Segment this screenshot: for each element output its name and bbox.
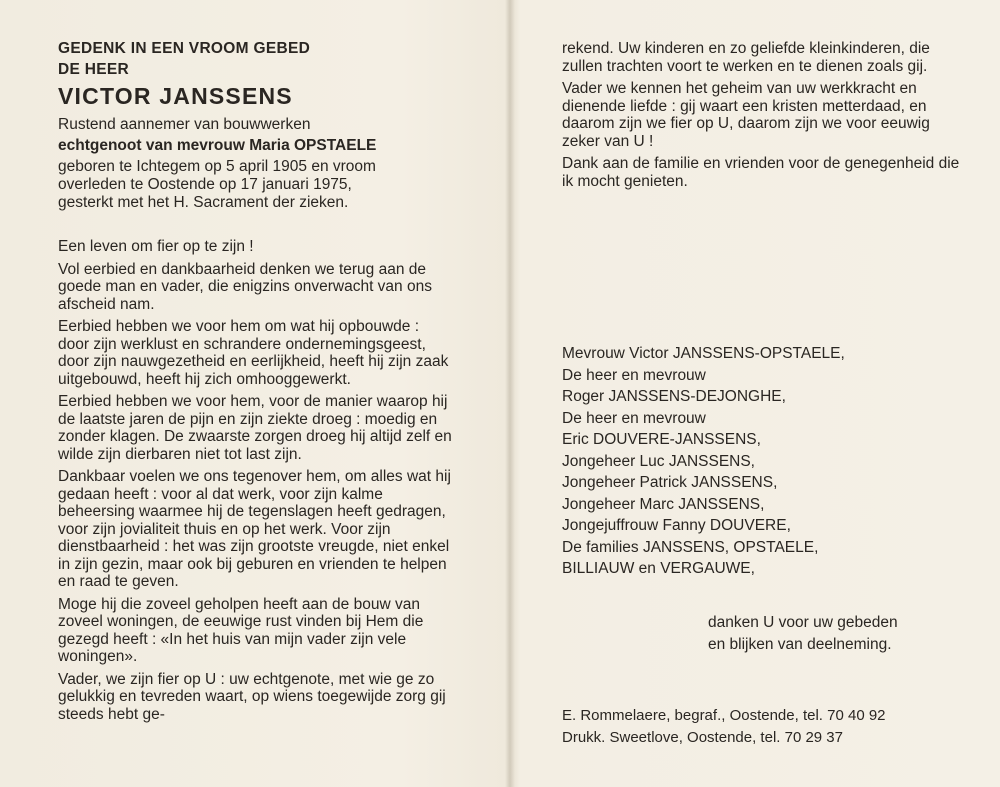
family-entry: De heer en mevrouw	[562, 409, 706, 427]
family-entry: Jongejuffrouw Fanny DOUVERE,	[562, 517, 791, 534]
family-entry: De families JANSSENS, OPSTAELE,	[562, 538, 819, 556]
thanks-line: danken U voor uw gebeden	[708, 614, 898, 631]
paragraph: Eerbied hebben we voor hem, voor de manier waarop hij de laatste jaren de pijn en zijn ziekte droeg : moedig en zonder klagen. De zwaarste zorgen droeg hij altijd zelf en wilde zijn dierbaren niet tot last zijn.	[58, 393, 452, 463]
spouse-line: echtgenoot van mevrouw Maria OPSTAELE	[58, 137, 377, 154]
paragraph: rekend. Uw kinderen en zo geliefde kleinkinderen, die zullen trachten voort te werken en te dienen zoals gij.	[562, 40, 930, 75]
paragraph: Vol eerbied en dankbaarheid denken we terug aan de goede man en vader, die enigzins onverwacht van ons afscheid nam.	[58, 260, 432, 313]
bio-line: overleden te Oostende op 17 januari 1975,	[58, 176, 352, 193]
family-entry: De heer en mevrouw	[562, 366, 706, 384]
printer-line: E. Rommelaere, begraf., Oostende, tel. 70 40 92	[562, 707, 886, 724]
text-block	[562, 40, 960, 190]
paragraph: Een leven om fier op te zijn !	[58, 238, 254, 255]
paragraph: Vader, we zijn fier op U : uw echtgenote, met wie ge zo gelukkig en tevreden waart, op wiens toegewijde zorg gij steeds hebt ge-	[58, 670, 446, 723]
thanks-line: en blijken van deelneming.	[708, 636, 892, 653]
paragraph: Eerbied hebben we voor hem om wat hij opbouwde : door zijn werklust en schrandere ondernemingsgeest, door zijn nauwgezetheid en eerlijkheid, heeft hij zijn zaak uitgebouwd, heeft hij zich omhooggewerkt.	[58, 318, 449, 388]
paragraph: Moge hij die zoveel geholpen heeft aan de bouw van zoveel woningen, de eeuwige rust vinden bij Hem die gezegd heeft : «In het huis van mijn vader zijn vele woningen».	[58, 595, 424, 665]
family-list	[562, 343, 845, 580]
left-page	[58, 0, 458, 787]
card-fold	[505, 0, 515, 787]
right-page	[562, 0, 962, 787]
family-entry: Jongeheer Patrick JANSSENS,	[562, 474, 778, 491]
deceased-name: VICTOR JANSSENS	[58, 83, 293, 109]
family-entry: Mevrouw Victor JANSSENS-OPSTAELE,	[562, 345, 845, 362]
paragraph: Dank aan de familie en vrienden voor de genegenheid die ik mocht genieten.	[562, 155, 960, 190]
family-entry: BILLIAUW en VERGAUWE,	[562, 560, 755, 577]
paragraph: Vader we kennen het geheim van uw werkkracht en dienende liefde : gij waart een kristen metterdaad, en daarom zijn we fier op U, daarom zijn we voor eeuwig zeker van U !	[562, 80, 930, 150]
paragraph: Dankbaar voelen we ons tegenover hem, om alles wat hij gedaan heeft : voor al dat werk, voor zijn kalme beheersing waarmee hij de tegenslagen heeft gedragen, voor zijn jovialiteit thuis en op het werk. Voor zijn dienstbaarheid : het was zijn grootste vreugde, niet enkel in zijn gezin, maar ook bij geburen en vrienden te helpen en raad te geven.	[58, 468, 451, 590]
family-entry: Eric DOUVERE-JANSSENS,	[562, 431, 761, 448]
family-entry: Roger JANSSENS-DEJONGHE,	[562, 388, 786, 405]
heading-title: DE HEER	[58, 61, 130, 78]
printer-line: Drukk. Sweetlove, Oostende, tel. 70 29 37	[562, 729, 843, 746]
printer-block	[562, 705, 886, 749]
text-block	[58, 238, 453, 723]
family-entry: Jongeheer Marc JANSSENS,	[562, 495, 765, 513]
family-entry: Jongeheer Luc JANSSENS,	[562, 452, 755, 470]
thanks-block	[708, 612, 898, 656]
bio-line: gesterkt met het H. Sacrament der zieken.	[58, 194, 349, 211]
heading-prayer: GEDENK IN EEN VROOM GEBED	[58, 40, 311, 57]
bio-line: geboren te Ichtegem op 5 april 1905 en vroom	[58, 158, 376, 175]
occupation: Rustend aannemer van bouwwerken	[58, 116, 311, 133]
